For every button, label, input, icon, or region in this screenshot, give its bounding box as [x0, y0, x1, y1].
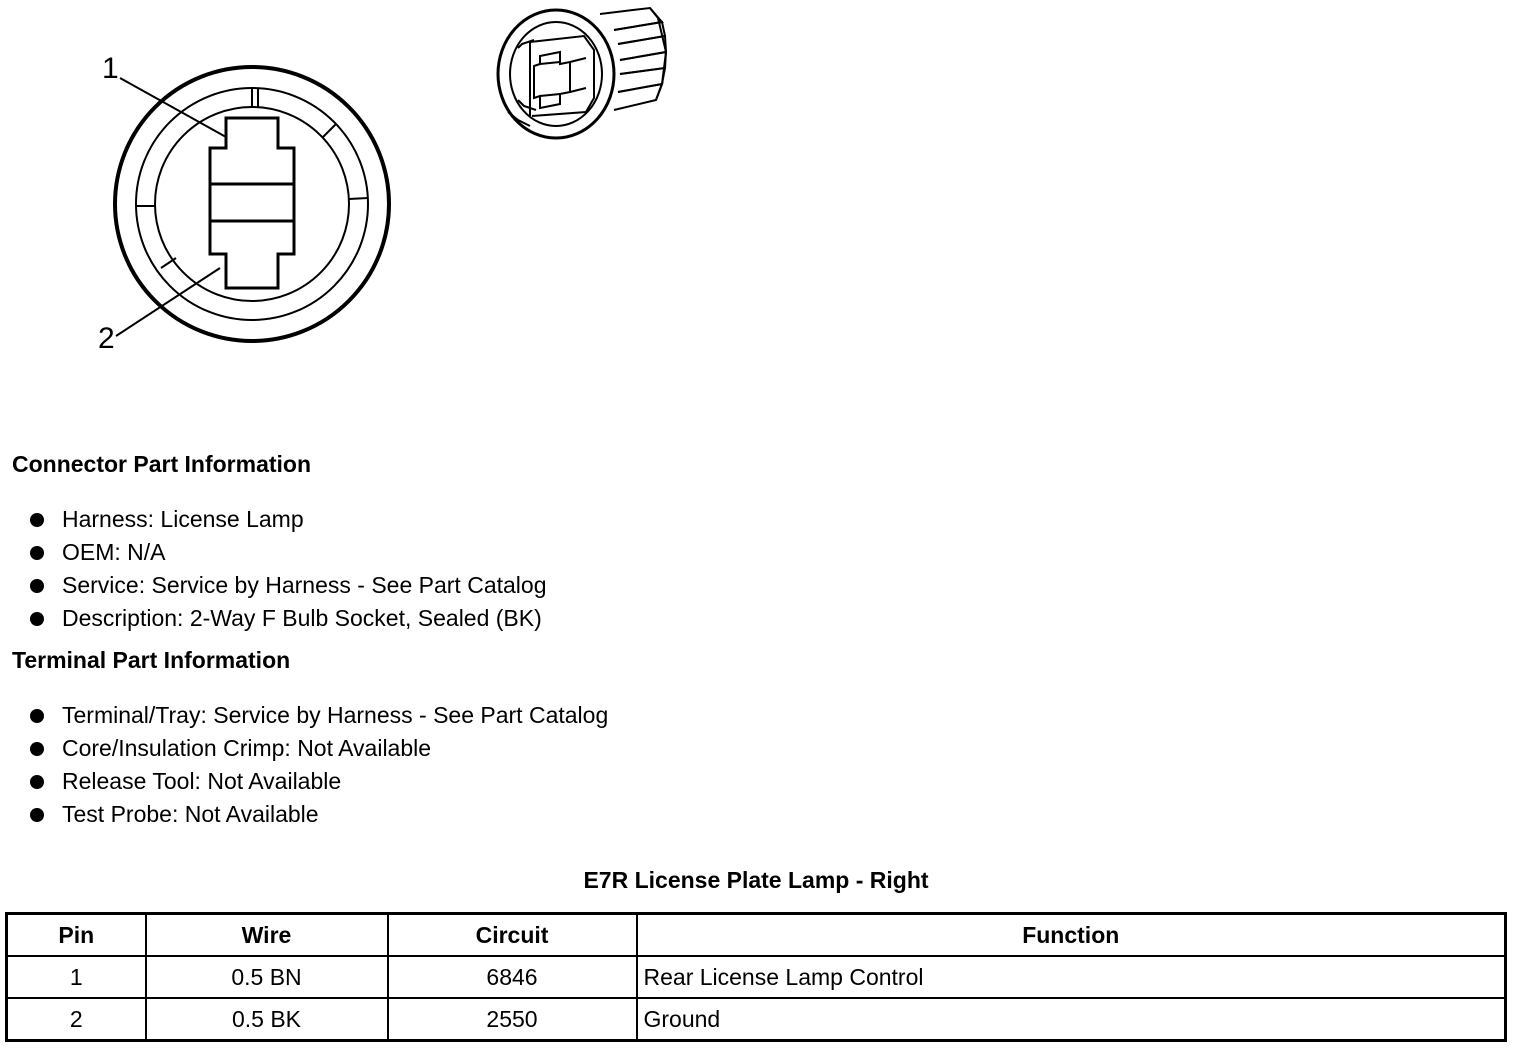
table-header-row: [7, 914, 1506, 957]
bullet-icon: [30, 742, 44, 756]
header-wire: Wire: [146, 914, 388, 957]
list-item: [28, 732, 608, 765]
list-item: [28, 798, 608, 831]
cell-pin: 1: [7, 956, 146, 998]
connector-info-description: Description: 2-Way F Bulb Socket, Sealed (BK): [62, 605, 542, 631]
bullet-icon: [30, 579, 44, 593]
middle-ring: [136, 88, 368, 320]
table-row: [7, 998, 1506, 1041]
connector-info-harness: Harness: License Lamp: [62, 506, 304, 532]
list-item: [28, 765, 608, 798]
list-item: [28, 602, 546, 635]
connector-info-service: Service: Service by Harness - See Part Catalog: [62, 572, 547, 598]
terminal-info-test-probe: Test Probe: Not Available: [62, 801, 319, 827]
header-circuit: Circuit: [388, 914, 637, 957]
bullet-icon: [30, 546, 44, 560]
list-item: [28, 536, 546, 569]
list-item: [28, 569, 546, 602]
list-item: [28, 699, 608, 732]
bullet-icon: [30, 775, 44, 789]
cell-circuit: 2550: [388, 998, 637, 1041]
callout-label-2: 2: [98, 322, 115, 355]
connector-face-diagram: [90, 40, 410, 360]
terminal-info-tray: Terminal/Tray: Service by Harness - See Part Catalog: [62, 702, 609, 728]
connector-isometric-diagram: [490, 0, 680, 150]
cell-wire: 0.5 BN: [146, 956, 388, 998]
bullet-icon: [30, 513, 44, 527]
bullet-icon: [30, 808, 44, 822]
terminal-info-release-tool: Release Tool: Not Available: [62, 768, 342, 794]
terminal-info-crimp: Core/Insulation Crimp: Not Available: [62, 735, 432, 761]
terminal-info-list: [28, 699, 608, 831]
terminal-info-heading: Terminal Part Information: [12, 647, 291, 673]
cell-function: Ground: [637, 998, 1506, 1041]
list-item: [28, 503, 546, 536]
cell-circuit: 6846: [388, 956, 637, 998]
cell-function: Rear License Lamp Control: [637, 956, 1506, 998]
pin-table: [5, 912, 1507, 1042]
cell-wire: 0.5 BK: [146, 998, 388, 1041]
cell-pin: 2: [7, 998, 146, 1041]
outer-ring: [115, 67, 389, 341]
connector-info-heading: Connector Part Information: [12, 451, 312, 477]
inner-ring: [155, 107, 349, 301]
table-row: [7, 956, 1506, 998]
bullet-icon: [30, 709, 44, 723]
pin-table-title: E7R License Plate Lamp - Right: [583, 867, 929, 893]
bullet-icon: [30, 612, 44, 626]
terminal-cavity: [210, 118, 294, 288]
connector-info-list: [28, 503, 546, 635]
header-function: Function: [637, 914, 1506, 957]
callout-label-1: 1: [102, 52, 119, 85]
header-pin: Pin: [7, 914, 146, 957]
callout-2-leader: [116, 268, 220, 336]
connector-info-oem: OEM: N/A: [62, 539, 166, 565]
